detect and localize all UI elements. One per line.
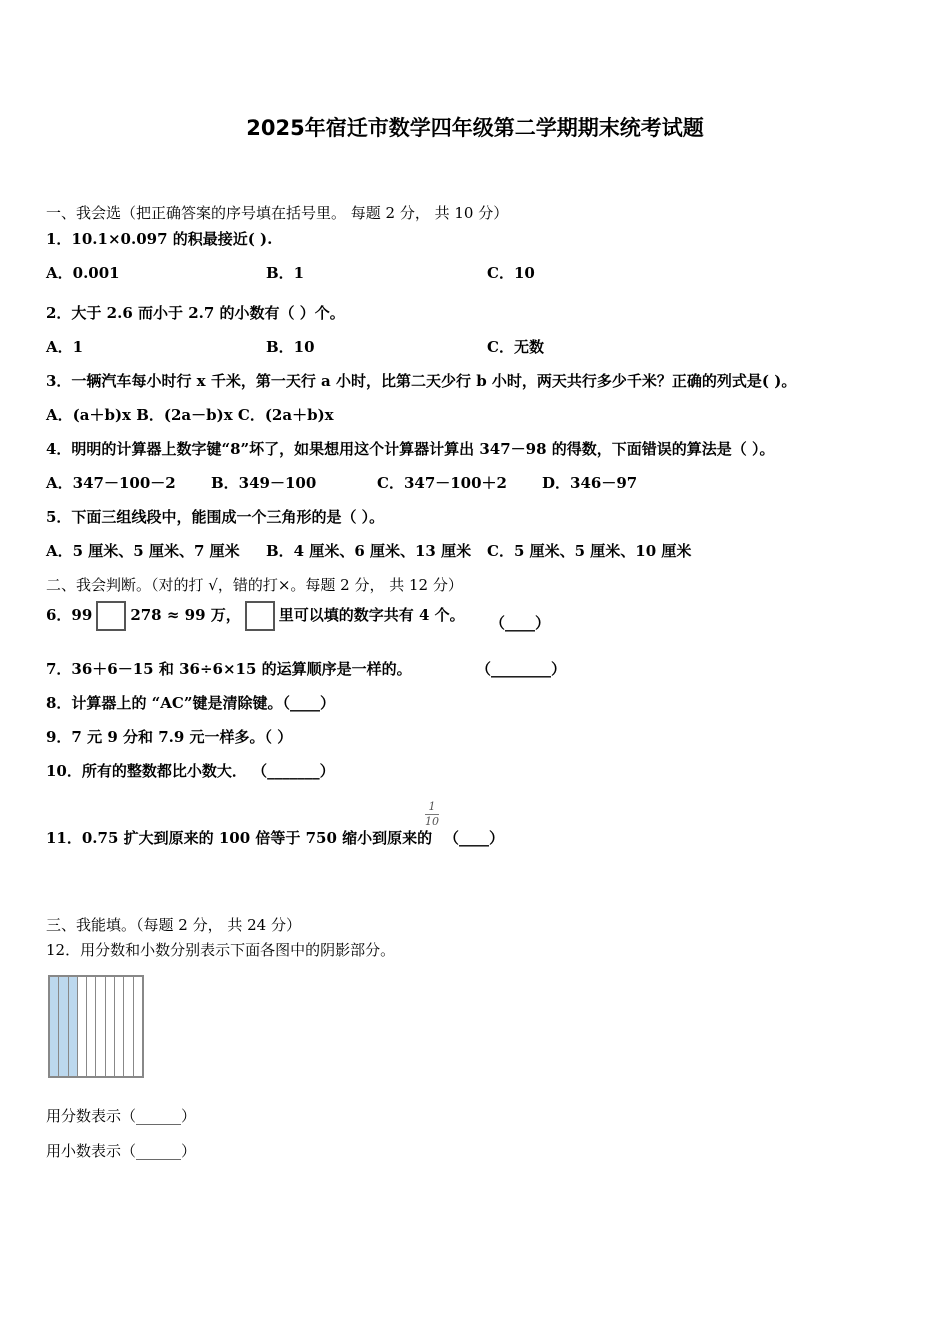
shaded-column <box>50 977 59 1076</box>
answer-box[interactable] <box>245 601 275 631</box>
unshaded-column <box>96 977 105 1076</box>
page-title: 2025年宿迁市数学四年级第二学期期末统考试题 <box>246 116 704 140</box>
q5-option-a: A．5 厘米、5 厘米、7 厘米 <box>46 542 240 560</box>
unshaded-column <box>87 977 96 1076</box>
q4-option-d: D．346－97 <box>542 474 638 492</box>
q1-option-a: A．0.001 <box>46 264 120 282</box>
unshaded-column <box>124 977 133 1076</box>
q4-option-a: A．347－100－2 <box>46 474 176 492</box>
question-1: 1．10.1×0.097 的积最接近( ). <box>46 230 273 248</box>
fraction-denominator: 10 <box>425 815 439 828</box>
question-12: 12．用分数和小数分别表示下面各图中的阴影部分。 <box>46 941 396 959</box>
question-8: 8．计算器上的 “AC”键是清除键。（____） <box>46 694 335 712</box>
q5-option-b: B．4 厘米、6 厘米、13 厘米 <box>266 542 472 560</box>
q1-option-c: C．10 <box>487 264 535 282</box>
q5-option-c: C．5 厘米、5 厘米、10 厘米 <box>487 542 692 560</box>
decimal-answer-line[interactable]: 用小数表示（______） <box>46 1142 197 1160</box>
q2-option-b: B．10 <box>266 338 315 356</box>
unshaded-column <box>78 977 87 1076</box>
question-7: 7．36＋6－15 和 36÷6×15 的运算顺序是一样的。 <box>46 660 412 678</box>
q6-answer-blank[interactable]: （____） <box>490 614 551 632</box>
q4-option-c: C．347－100＋2 <box>377 474 507 492</box>
question-2: 2．大于 2.6 而小于 2.7 的小数有（ ）个。 <box>46 304 345 322</box>
q6-suffix: 里可以填的数字共有 4 个。 <box>278 606 465 624</box>
unshaded-column <box>115 977 124 1076</box>
fraction-answer-line[interactable]: 用分数表示（______） <box>46 1107 197 1125</box>
unshaded-column <box>134 977 142 1076</box>
question-3: 3．一辆汽车每小时行 x 千米，第一天行 a 小时，比第二天少行 b 小时，两天共行多少千米？正确的列式是( )。 <box>46 372 797 390</box>
question-10: 10．所有的整数都比小数大． （_______） <box>46 762 335 780</box>
question-5: 5．下面三组线段中，能围成一个三角形的是（ ）。 <box>46 508 385 526</box>
q3-options: A．(a＋b)x B．(2a－b)x C．(2a＋b)x <box>46 406 334 424</box>
section-2-heading: 二、我会判断。（对的打 √，错的打×。每题 2 分， 共 12 分） <box>46 576 463 594</box>
q11-answer-blank[interactable]: （____） <box>444 829 505 847</box>
fraction-numerator: 1 <box>428 800 436 813</box>
q6-prefix: 6．99 <box>46 606 93 624</box>
q4-option-b: B．349－100 <box>211 474 317 492</box>
unshaded-column <box>106 977 115 1076</box>
answer-box[interactable] <box>96 601 126 631</box>
fraction-one-tenth <box>424 801 440 828</box>
question-4: 4．明明的计算器上数字键“8”坏了，如果想用这个计算器计算出 347－98 的得数，下面错误的算法是（ ）。 <box>46 440 775 458</box>
shaded-column <box>59 977 68 1076</box>
question-11: 11．0.75 扩大到原来的 100 倍等于 750 缩小到原来的 <box>46 829 433 847</box>
shaded-column <box>69 977 78 1076</box>
section-1-heading: 一、我会选（把正确答案的序号填在括号里。 每题 2 分， 共 10 分） <box>46 204 509 222</box>
q2-option-c: C．无数 <box>487 338 544 356</box>
question-9: 9．7 元 9 分和 7.9 元一样多。（ ） <box>46 728 293 746</box>
q2-option-a: A．1 <box>46 338 84 356</box>
q6-middle: 278 ≈ 99 万， <box>130 606 241 624</box>
shaded-strip-figure <box>48 975 144 1078</box>
q1-option-b: B．1 <box>266 264 305 282</box>
q7-answer-blank[interactable]: （________） <box>476 660 567 678</box>
question-6 <box>46 598 465 632</box>
section-3-heading: 三、我能填。（每题 2 分， 共 24 分） <box>46 916 301 934</box>
